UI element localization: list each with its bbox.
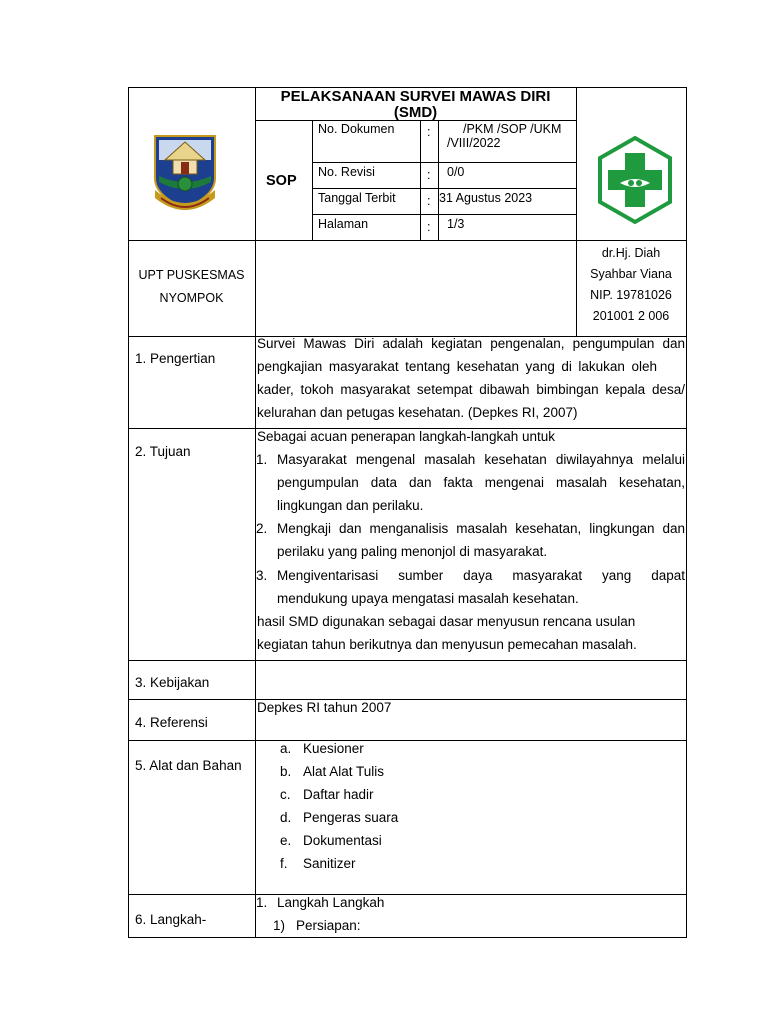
org-name xyxy=(128,264,255,310)
meta-sep: : xyxy=(427,194,431,208)
signer-block xyxy=(576,243,686,327)
meta-value-no-dokumen-1: /PKM /SOP /UKM xyxy=(463,122,562,136)
document-title xyxy=(255,89,576,121)
langkah-num: 1. xyxy=(256,895,268,910)
langkah-item: Langkah Langkah xyxy=(277,895,385,910)
tujuan-item-line: perilaku yang paling menonjol di masyarakat. xyxy=(277,544,548,559)
alat-letter: d. xyxy=(280,810,292,825)
alat-letter: f. xyxy=(280,856,288,871)
pengertian-line: kader, tokoh masyarakat setempat dibawah bimbingan kepala desa/ xyxy=(257,382,685,397)
tujuan-num: 3. xyxy=(256,568,268,583)
meta-value-halaman: 1/3 xyxy=(447,217,465,231)
section-label-kebijakan: 3. Kebijakan xyxy=(135,675,210,690)
meta-value-no-revisi: 0/0 xyxy=(447,165,465,179)
tujuan-outro: hasil SMD digunakan sebagai dasar menyusun rencana usulan xyxy=(257,614,636,629)
tujuan-num: 2. xyxy=(256,521,268,536)
meta-label-no-dokumen: No. Dokumen xyxy=(318,122,395,136)
tujuan-num: 1. xyxy=(256,452,268,467)
tujuan-item-line: pengumpulan data dan fakta mengenai masalah kesehatan, xyxy=(277,475,685,490)
sop-label: SOP xyxy=(266,173,297,189)
tujuan-item-line: mendukung upaya mengatasi masalah kesehatan. xyxy=(277,591,579,606)
meta-sep: : xyxy=(427,220,431,234)
meta-value-no-dokumen-2: /VIII/2022 xyxy=(447,136,501,150)
meta-sep: : xyxy=(427,168,431,182)
tujuan-outro: kegiatan tahun berikutnya dan menyusun pemecahan masalah. xyxy=(257,637,637,652)
tujuan-item-line: Mengkaji dan menganalisis masalah kesehatan, lingkungan dan xyxy=(277,521,685,536)
alat-letter: e. xyxy=(280,833,292,848)
pengertian-line: pengkajian masyarakat tentang kesehatan yang di lakukan oleh xyxy=(257,359,657,374)
tujuan-item-line: Masyarakat mengenal masalah kesehatan diwilayahnya melalui xyxy=(277,452,685,467)
regional-emblem-icon xyxy=(149,132,221,214)
meta-label-halaman: Halaman xyxy=(318,217,369,231)
alat-item: Kuesioner xyxy=(303,741,364,756)
org-line-1: UPT PUSKESMAS xyxy=(138,268,245,282)
meta-label-no-revisi: No. Revisi xyxy=(318,165,375,179)
alat-item: Sanitizer xyxy=(303,856,356,871)
signer-name-1: dr.Hj. Diah xyxy=(601,246,661,260)
alat-item: Pengeras suara xyxy=(303,810,399,825)
meta-label-tanggal-terbit: Tanggal Terbit xyxy=(318,191,396,205)
referensi-value: Depkes RI tahun 2007 xyxy=(257,700,392,715)
alat-letter: b. xyxy=(280,764,292,779)
meta-sep: : xyxy=(427,125,431,139)
meta-value-tanggal-terbit: 31 Agustus 2023 xyxy=(439,191,533,205)
alat-letter: c. xyxy=(280,787,291,802)
signer-nip-2: 201001 2 006 xyxy=(592,309,670,323)
org-line-2: NYOMPOK xyxy=(159,291,224,305)
signer-name-2: Syahbar Viana xyxy=(590,267,672,281)
langkah-sub-num: 1) xyxy=(273,918,286,933)
section-label-referensi: 4. Referensi xyxy=(135,715,208,730)
alat-item: Alat Alat Tulis xyxy=(303,764,385,779)
alat-letter: a. xyxy=(280,741,292,756)
pengertian-line: kelurahan dan petugas kesehatan. (Depkes RI, 2007) xyxy=(257,405,578,420)
title-line-2: (SMD) xyxy=(393,104,438,121)
section-label-langkah: 6. Langkah- xyxy=(135,912,207,927)
puskesmas-cross-logo-icon xyxy=(596,135,674,225)
tujuan-item-line: Mengiventarisasi sumber daya masyarakat yang dapat xyxy=(277,568,685,583)
alat-item: Daftar hadir xyxy=(303,787,374,802)
title-line-1: PELAKSANAAN SURVEI MAWAS DIRI xyxy=(280,88,551,105)
tujuan-item-line: lingkungan dan perilaku. xyxy=(277,498,424,513)
section-label-alat: 5. Alat dan Bahan xyxy=(135,758,242,773)
alat-item: Dokumentasi xyxy=(303,833,382,848)
langkah-sub-item: Persiapan: xyxy=(296,918,361,933)
section-label-pengertian: 1. Pengertian xyxy=(135,351,216,366)
tujuan-intro: Sebagai acuan penerapan langkah-langkah untuk xyxy=(257,429,555,444)
pengertian-line: Survei Mawas Diri adalah kegiatan pengenalan, pengumpulan dan xyxy=(257,336,685,351)
section-label-tujuan: 2. Tujuan xyxy=(135,444,191,459)
signer-nip-1: NIP. 19781026 xyxy=(590,288,672,302)
